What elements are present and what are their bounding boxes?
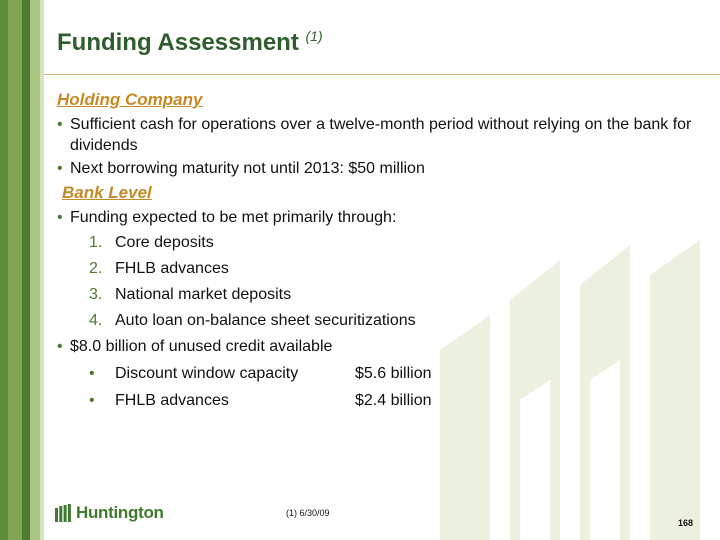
slide-content: [57, 88, 697, 417]
credit-amount: $2.4 billion: [355, 392, 432, 409]
list-item: • Sufficient cash for operations over a twelve-month period without relying on the bank for dividends: [57, 116, 692, 154]
list-item: • Funding expected to be met primarily through:: [57, 209, 397, 226]
huntington-logo-icon: [55, 504, 71, 522]
side-stripe: [22, 0, 30, 540]
title-footnote-ref: (1): [305, 28, 323, 44]
title-divider: [44, 74, 720, 75]
page-number: 168: [678, 518, 694, 528]
list-item: • $8.0 billion of unused credit available: [57, 338, 333, 355]
credit-line-item: • Discount window capacity $5.6 billion: [89, 365, 432, 382]
side-stripe: [0, 0, 8, 540]
page-title: Funding Assessment $^{(1)}$: [57, 28, 323, 56]
side-stripe: [40, 0, 44, 540]
huntington-logo: [55, 503, 164, 523]
credit-line-item: • FHLB advances $2.4 billion: [89, 392, 432, 409]
footnote: (1) 6/30/09: [286, 508, 330, 518]
credit-amount: $5.6 billion: [355, 365, 432, 382]
logo-text: Huntington: [76, 503, 164, 522]
numbered-item: 4. Auto loan on-balance sheet securitizations: [89, 312, 416, 329]
side-stripe: [8, 0, 22, 540]
numbered-item: 3. National market deposits: [89, 286, 292, 303]
side-stripe: [30, 0, 40, 540]
numbered-item: 1. Core deposits: [89, 234, 214, 251]
numbered-item: 2. FHLB advances: [89, 260, 229, 277]
bank-level-heading: Bank Level: [62, 183, 152, 202]
list-item: • Next borrowing maturity not until 2013: $50 million: [57, 160, 425, 177]
holding-company-heading: Holding Company: [57, 90, 203, 109]
